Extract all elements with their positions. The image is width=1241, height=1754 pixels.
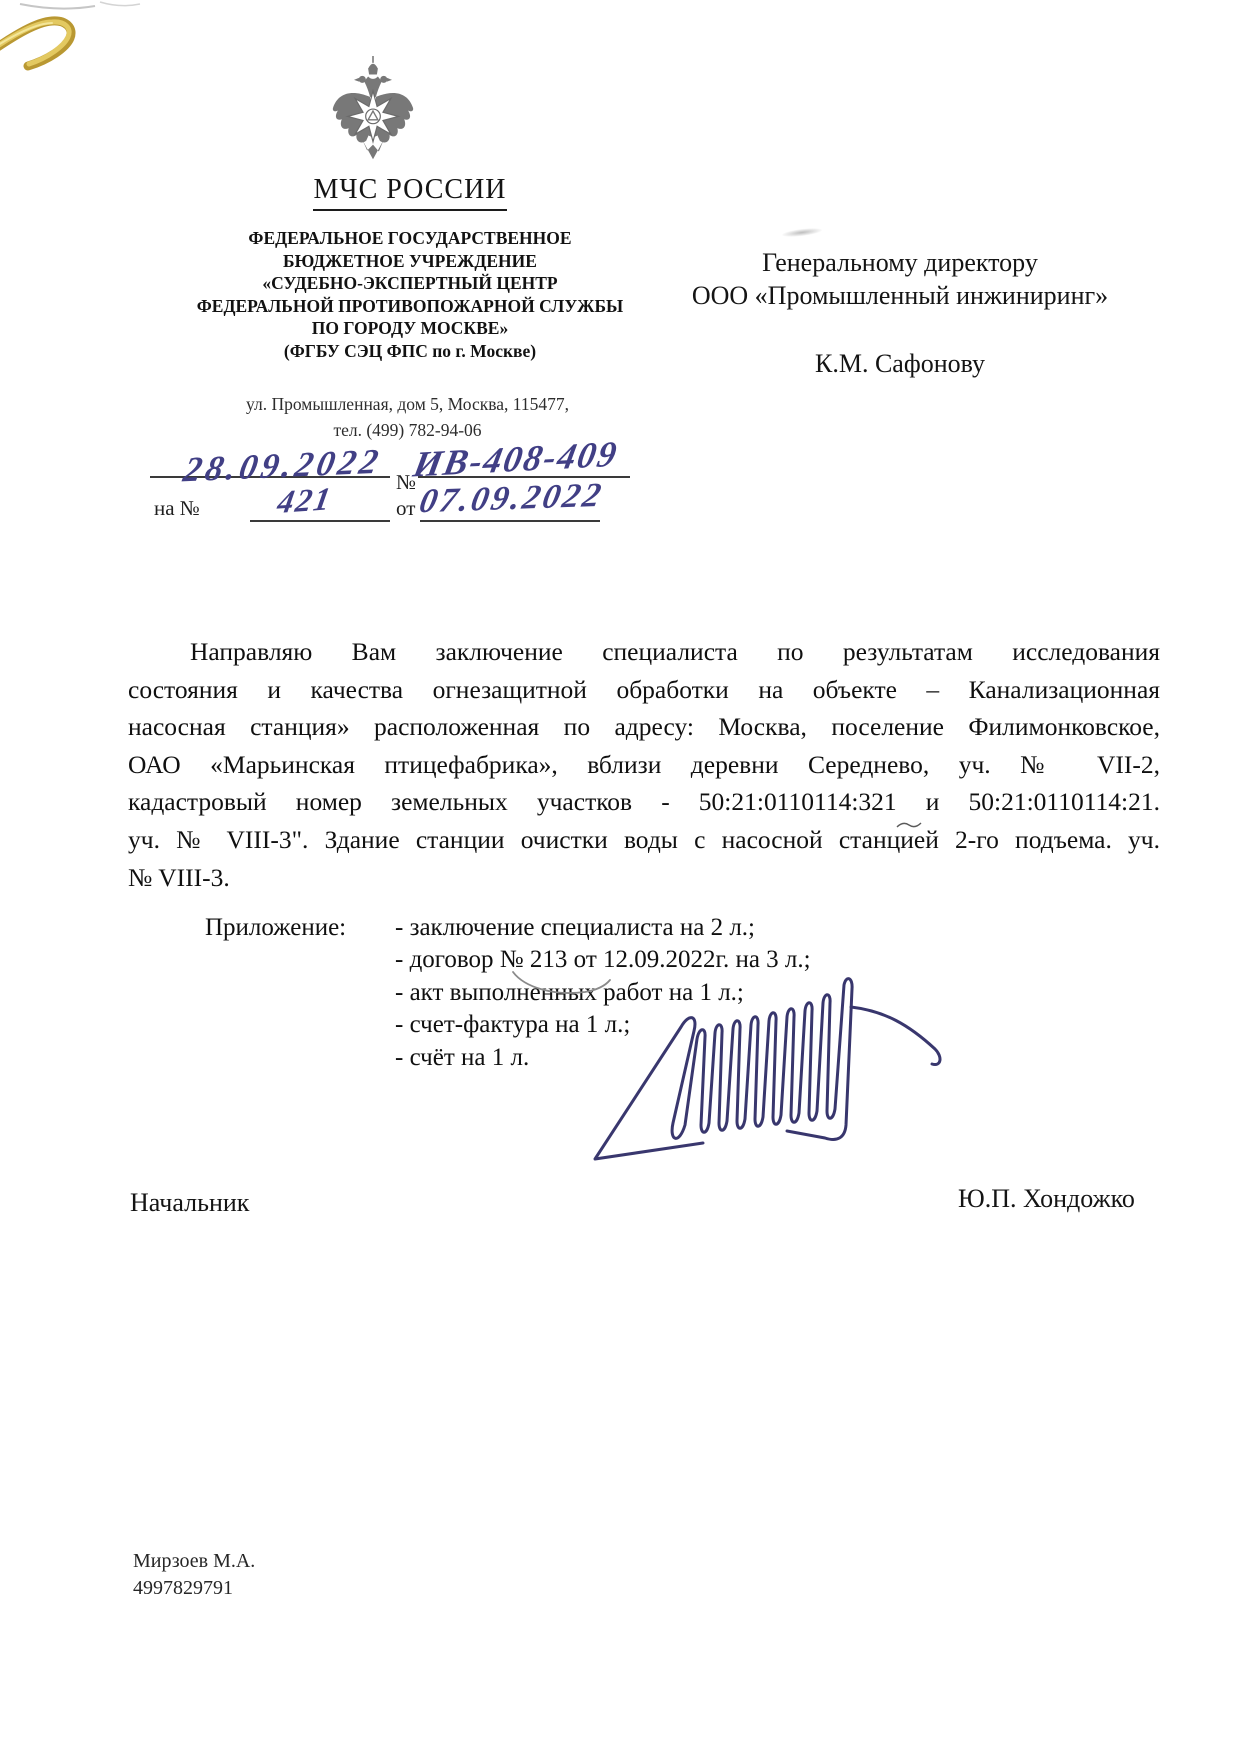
organization-name-block <box>150 227 670 362</box>
org-line: (ФГБУ СЭЦ ФПС по г. Москве) <box>283 340 537 361</box>
handwritten-incoming-date: 07.09.2022 <box>416 476 608 521</box>
recipient-company: ООО «Промышленный инжиниринг» <box>691 281 1109 310</box>
incoming-date-rule <box>420 520 600 522</box>
no-label: № <box>396 470 417 494</box>
executor-block <box>133 1548 255 1602</box>
attachments-label: Приложение: <box>205 914 347 941</box>
scan-smudge <box>782 227 823 239</box>
body-line: № VIII-3. <box>128 862 230 892</box>
handwritten-outgoing-date: 28.09.2022 <box>180 441 386 490</box>
body-line: ОАО «Марьинская птицефабрика», вблизи деревни Середнево, уч. № VII-2, <box>128 749 1160 779</box>
recipient-block <box>640 246 1160 380</box>
na-no-label: на № <box>154 496 200 520</box>
body-line: состояния и качества огнезащитной обработки на объекте – Канализационная <box>128 674 1160 704</box>
body-line: кадастровый номер земельных участков - 50:21:0110114:321 и 50:21:0110114:21. <box>128 787 1160 817</box>
body-line: насосная станция» расположенная по адресу: Москва, поселение Филимонковское, <box>128 712 1160 742</box>
reference-block <box>150 433 640 538</box>
executor-phone: 4997829791 <box>133 1577 233 1599</box>
signer-position: Начальник <box>130 1188 250 1217</box>
attachment-item: - акт выполненных работ на 1 л.; <box>395 978 744 1006</box>
org-line: БЮДЖЕТНОЕ УЧРЕЖДЕНИЕ <box>283 250 537 271</box>
mchs-emblem-icon <box>323 56 423 168</box>
org-line: «СУДЕБНО-ЭКСПЕРТНЫЙ ЦЕНТР <box>262 273 558 293</box>
letter-body <box>128 633 1160 896</box>
tilde-scan-artifact <box>896 820 922 830</box>
attachment-item: - заключение специалиста на 2 л.; <box>395 914 755 941</box>
body-line: уч. № VIII-3". Здание станции очистки воды с насосной станцией 2-го подъема. уч. <box>128 824 1160 854</box>
handwritten-incoming-number: 421 <box>274 479 336 521</box>
body-line: Направляю Вам заключение специалиста по результатам исследования <box>190 637 1160 666</box>
agency-title-text: МЧС РОССИИ <box>313 174 506 211</box>
paperclip-icon <box>0 6 96 86</box>
phone-line: тел. (499) 782-94-06 <box>333 420 482 440</box>
attachment-item: - договор № 213 от 12.09.2022г. на 3 л.; <box>395 946 811 974</box>
attachment-item: - счёт на 1 л. <box>395 1043 530 1071</box>
executor-name: Мирзоев М.А. <box>133 1550 256 1572</box>
org-line: ФЕДЕРАЛЬНОЙ ПРОТИВОПОЖАРНОЙ СЛУЖБЫ <box>196 295 624 316</box>
recipient-position: Генеральному директору <box>762 248 1038 277</box>
org-line: ФЕДЕРАЛЬНОЕ ГОСУДАРСТВЕННОЕ <box>248 228 572 248</box>
ot-label: от <box>396 496 416 520</box>
handwritten-outgoing-number: ИВ-408-409 <box>410 433 622 485</box>
signer-name: Ю.П. Хондожко <box>958 1184 1135 1213</box>
org-line: ПО ГОРОДУ МОСКВЕ» <box>311 318 509 338</box>
attachment-item: - счет-фактура на 1 л.; <box>395 1011 631 1039</box>
recipient-name: К.М. Сафонову <box>815 349 985 378</box>
handwritten-signature <box>585 975 975 1175</box>
incoming-number-rule <box>250 520 390 522</box>
agency-title <box>250 174 570 211</box>
address-line: ул. Промышленная, дом 5, Москва, 115477, <box>246 394 569 414</box>
